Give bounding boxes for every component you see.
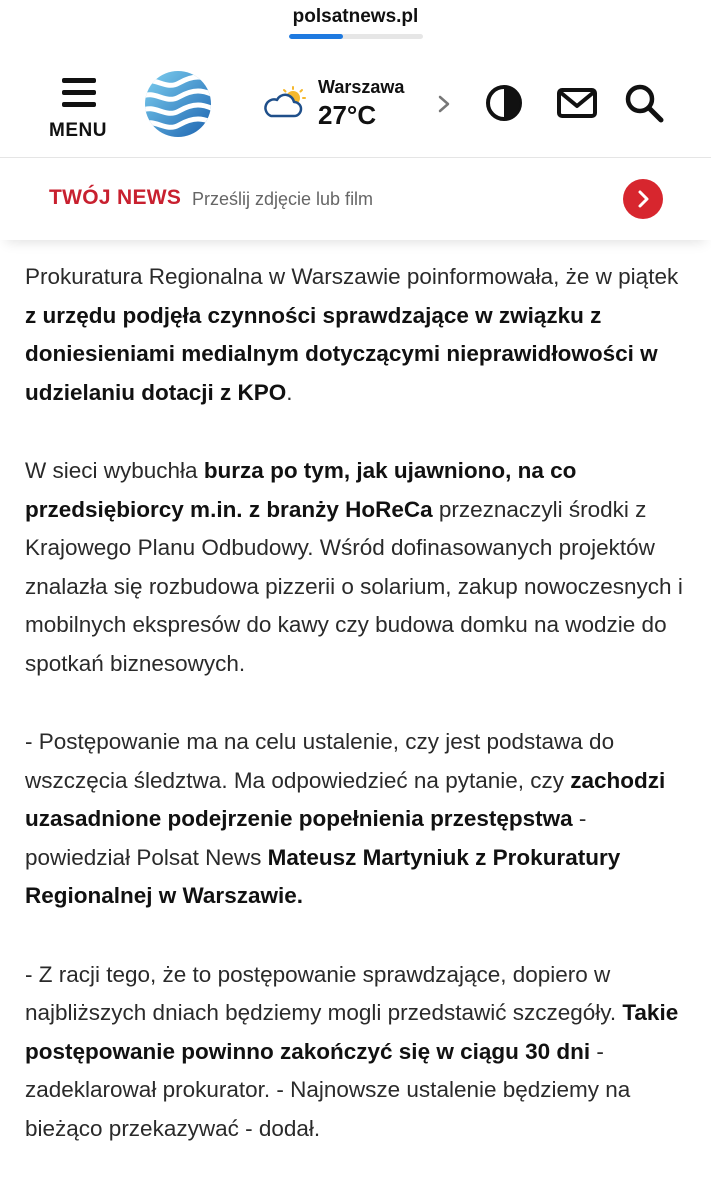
- search-icon[interactable]: [623, 82, 665, 124]
- text-segment: - powiedział Polsat News: [25, 806, 587, 870]
- bold-text: Takie postępowanie powinno zakończyć się w ciągu 30 dni: [25, 1000, 679, 1064]
- site-header: [0, 44, 711, 158]
- chevron-right-icon[interactable]: [436, 94, 452, 114]
- partly-cloudy-icon: [262, 86, 308, 120]
- twoj-news-go-button[interactable]: [623, 179, 663, 219]
- twoj-news-label: TWÓJ NEWS: [49, 186, 182, 209]
- twoj-news-cta-text[interactable]: Prześlij zdjęcie lub film: [192, 189, 374, 209]
- text-segment: Prokuratura Regionalna w Warszawie poinformowała, że w piątek: [25, 264, 679, 289]
- text-segment: - zadeklarował prokurator. - Najnowsze ustalenie będziemy na bieżąco przekazywać - dodał.: [25, 1038, 631, 1141]
- weather-city: Warszawa: [318, 77, 405, 97]
- hamburger-icon: [62, 78, 96, 108]
- article-body: [25, 258, 695, 1188]
- weather-temperature: 27°C: [318, 100, 377, 130]
- text-segment: W sieci wybuchła: [25, 458, 204, 483]
- contrast-icon[interactable]: [483, 82, 525, 124]
- mail-icon[interactable]: [556, 82, 598, 124]
- globe-logo-icon: [143, 69, 213, 139]
- text-segment: przeznaczyli środki z Krajowego Planu Odbudowy. Wśród dofinasowanych projektów znalazła się rozbudowa pizzerii o solarium, zakup nowoczesnych i mobilnych ekspresów do kawy czy budowa domku na wodzie do spotkań biznesowych.: [25, 496, 683, 676]
- text-segment: - Postępowanie ma na celu ustalenie, czy jest podstawa do wszczęcia śledztwa. Ma odpowiedzieć na pytanie, czy: [25, 729, 615, 793]
- page-load-progress-fill: [289, 34, 343, 39]
- url-text[interactable]: polsatnews.pl: [292, 6, 419, 27]
- polsatnews-logo[interactable]: [143, 69, 213, 139]
- browser-url-bar[interactable]: [0, 0, 711, 44]
- article-paragraph: [25, 258, 695, 412]
- bold-text: zachodzi uzasadnione podejrzenie popełnienia przestępstwa: [25, 767, 666, 831]
- page-load-progress: [289, 34, 423, 39]
- chevron-right-icon: [623, 179, 663, 219]
- text-segment: .: [286, 379, 293, 405]
- article-paragraph: [25, 452, 695, 683]
- menu-label: MENU: [49, 120, 107, 141]
- text-segment: - Z racji tego, że to postępowanie sprawdzające, dopiero w najbliższych dniach będziemy mogli przedstawić szczegóły.: [25, 961, 623, 1025]
- twoj-news-bar[interactable]: [0, 158, 711, 240]
- article-paragraph: [25, 956, 695, 1149]
- bold-text: burza po tym, jak ujawniono, na co przedsiębiorcy m.in. z branży HoReCa: [25, 458, 577, 522]
- article-paragraph: [25, 723, 695, 916]
- bold-text: z urzędu podjęła czynności sprawdzające w związku z doniesieniami medialnym dotyczącymi nieprawidłowości w udzielaniu dotacji z KPO: [25, 302, 658, 405]
- bold-text: Mateusz Martyniuk z Prokuratury Regionalnej w Warszawie.: [25, 844, 621, 908]
- weather-widget[interactable]: [258, 74, 458, 134]
- menu-button[interactable]: [40, 74, 116, 144]
